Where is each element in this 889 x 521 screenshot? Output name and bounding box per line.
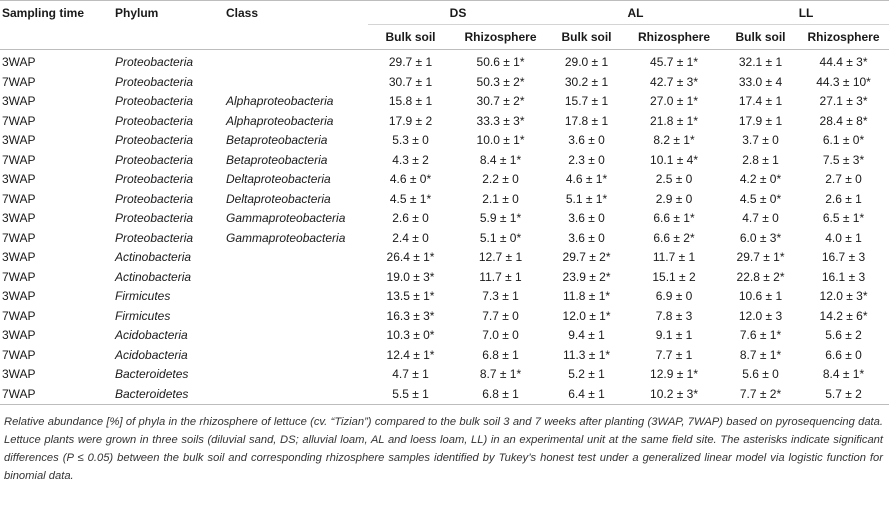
cell-sampling-time: 3WAP bbox=[2, 289, 36, 303]
table-header bbox=[0, 1, 889, 50]
cell-al-rhizosphere: 21.8 ± 1* bbox=[650, 113, 698, 128]
cell-ll-rhizosphere: 44.3 ± 10* bbox=[816, 74, 871, 89]
cell-ds-rhizosphere: 12.7 ± 1 bbox=[478, 250, 523, 264]
cell-sampling-time: 7WAP bbox=[2, 74, 36, 89]
header-ll-rhizosphere: Rhizosphere bbox=[798, 25, 889, 50]
cell-ds-rhizosphere: 7.0 ± 0 bbox=[482, 328, 519, 342]
cell-ds-bulk-soil: 2.4 ± 0 bbox=[392, 230, 429, 245]
cell-ll-rhizosphere: 16.7 ± 3 bbox=[821, 250, 866, 264]
cell-ll-rhizosphere: 8.4 ± 1* bbox=[822, 367, 865, 381]
cell-al-rhizosphere: 11.7 ± 1 bbox=[652, 250, 696, 264]
cell-al-bulk-soil: 12.0 ± 1* bbox=[562, 308, 611, 323]
cell-sampling-time: 3WAP bbox=[2, 367, 36, 381]
cell-ll-bulk-soil: 7.7 ± 2* bbox=[723, 385, 798, 405]
cell-al-bulk-soil: 5.1 ± 1* bbox=[565, 191, 608, 206]
cell-ds-rhizosphere: 50.3 ± 2* bbox=[476, 74, 525, 89]
cell-ds-bulk-soil: 12.4 ± 1* bbox=[386, 347, 435, 362]
table-row bbox=[0, 307, 889, 327]
cell-ll-bulk-soil: 22.8 ± 2* bbox=[736, 269, 785, 284]
cell-ll-rhizosphere: 4.0 ± 1 bbox=[825, 230, 862, 245]
table-row bbox=[0, 229, 889, 249]
cell-al-bulk-soil: 4.6 ± 1* bbox=[565, 172, 608, 186]
cell-phylum: Proteobacteria bbox=[115, 172, 194, 186]
cell-ds-bulk-soil: 4.6 ± 0* bbox=[389, 172, 432, 186]
cell-class bbox=[226, 287, 368, 307]
cell-class bbox=[226, 268, 368, 288]
cell-al-rhizosphere: 2.5 ± 0 bbox=[655, 172, 693, 186]
cell-ll-bulk-soil: 4.7 ± 0 bbox=[742, 211, 779, 225]
cell-phylum: Proteobacteria bbox=[115, 230, 194, 245]
table-row bbox=[0, 170, 889, 190]
cell-phylum: Proteobacteria bbox=[115, 74, 194, 89]
cell-ds-rhizosphere: 8.4 ± 1* bbox=[479, 152, 522, 167]
table-row bbox=[0, 131, 889, 151]
cell-sampling-time: 3WAP bbox=[2, 172, 36, 186]
table-row bbox=[0, 151, 889, 171]
header-ds-rhizosphere: Rhizosphere bbox=[453, 25, 548, 50]
cell-al-bulk-soil: 2.3 ± 0 bbox=[568, 152, 605, 167]
header-al-bulk-soil: Bulk soil bbox=[548, 25, 625, 50]
table-row bbox=[0, 209, 889, 229]
cell-class: Gammaproteobacteria bbox=[226, 211, 346, 225]
cell-sampling-time: 7WAP bbox=[0, 385, 115, 405]
cell-phylum: Proteobacteria bbox=[115, 94, 194, 108]
cell-ds-rhizosphere: 50.6 ± 1* bbox=[476, 55, 525, 69]
cell-al-bulk-soil: 5.2 ± 1 bbox=[568, 367, 605, 381]
cell-ll-bulk-soil: 4.2 ± 0* bbox=[739, 172, 782, 186]
cell-ds-rhizosphere: 6.8 ± 1 bbox=[453, 385, 548, 405]
cell-al-rhizosphere: 27.0 ± 1* bbox=[650, 94, 698, 108]
cell-phylum: Proteobacteria bbox=[115, 211, 194, 225]
cell-ll-bulk-soil: 6.0 ± 3* bbox=[739, 230, 782, 245]
cell-ll-bulk-soil: 17.4 ± 1 bbox=[738, 94, 783, 108]
cell-phylum: Bacteroidetes bbox=[115, 385, 226, 405]
cell-phylum: Proteobacteria bbox=[115, 152, 194, 167]
cell-al-rhizosphere: 10.1 ± 4* bbox=[650, 152, 698, 167]
cell-al-bulk-soil: 30.2 ± 1 bbox=[564, 74, 609, 89]
cell-class bbox=[226, 307, 368, 327]
cell-class: Deltaproteobacteria bbox=[226, 191, 331, 206]
cell-phylum: Actinobacteria bbox=[115, 269, 192, 284]
cell-phylum: Proteobacteria bbox=[115, 113, 194, 128]
cell-ll-bulk-soil: 5.6 ± 0 bbox=[742, 367, 779, 381]
cell-ll-bulk-soil: 32.1 ± 1 bbox=[738, 55, 783, 69]
caption-text: Relative abundance [%] of phyla in the rhizosphere of lettuce (cv. “Tizian”) compared to the bulk soil 3 and 7 weeks after planting (3WAP, 7WAP) based on pyrosequencing data. Lettuce plants were grown in three soils (diluvial sand, DS; alluvial loam, AL and loess loam, LL) in an experimental unit at the same field site. The asterisks indicate significant differences (P ≤ 0.05) between the bulk soil and corresponding rhizosphere samples identified by Tukey’s honest test under a generalized linear model via logistic function for binomial data. bbox=[4, 416, 883, 482]
table-row bbox=[0, 73, 889, 93]
cell-ds-rhizosphere: 30.7 ± 2* bbox=[476, 94, 525, 108]
header-ll-bulk-soil: Bulk soil bbox=[723, 25, 798, 50]
cell-ll-rhizosphere: 6.6 ± 0 bbox=[825, 347, 862, 362]
header-group-ll: LL bbox=[723, 1, 889, 25]
cell-ds-bulk-soil: 15.8 ± 1 bbox=[388, 94, 433, 108]
cell-ll-bulk-soil: 17.9 ± 1 bbox=[738, 113, 783, 128]
cell-al-rhizosphere: 45.7 ± 1* bbox=[650, 55, 698, 69]
header-group-ds: DS bbox=[368, 1, 548, 25]
table-row bbox=[0, 248, 889, 268]
cell-phylum: Proteobacteria bbox=[115, 191, 194, 206]
cell-class: Betaproteobacteria bbox=[226, 133, 328, 147]
cell-al-rhizosphere: 15.1 ± 2 bbox=[652, 269, 696, 284]
cell-ll-rhizosphere: 12.0 ± 3* bbox=[819, 289, 868, 303]
table-row bbox=[0, 92, 889, 112]
cell-class: Betaproteobacteria bbox=[226, 152, 328, 167]
cell-al-rhizosphere: 7.8 ± 3 bbox=[655, 308, 693, 323]
cell-phylum: Proteobacteria bbox=[115, 133, 194, 147]
cell-ds-bulk-soil: 2.6 ± 0 bbox=[392, 211, 429, 225]
table-body bbox=[0, 50, 889, 405]
table-row bbox=[0, 112, 889, 132]
table-row bbox=[0, 287, 889, 307]
cell-ll-bulk-soil: 3.7 ± 0 bbox=[742, 133, 779, 147]
cell-phylum: Firmicutes bbox=[115, 289, 171, 303]
cell-ds-bulk-soil: 4.3 ± 2 bbox=[392, 152, 429, 167]
cell-class bbox=[226, 50, 368, 73]
cell-ds-rhizosphere: 8.7 ± 1* bbox=[479, 367, 522, 381]
table-row bbox=[0, 365, 889, 385]
cell-ll-bulk-soil: 33.0 ± 4 bbox=[738, 74, 783, 89]
cell-ll-rhizosphere: 16.1 ± 3 bbox=[821, 269, 866, 284]
header-group-al: AL bbox=[548, 1, 723, 25]
table-row bbox=[0, 385, 889, 405]
cell-ds-bulk-soil: 4.5 ± 1* bbox=[389, 191, 432, 206]
cell-class: Alphaproteobacteria bbox=[226, 94, 334, 108]
cell-al-rhizosphere: 9.1 ± 1 bbox=[655, 328, 693, 342]
cell-ll-rhizosphere: 7.5 ± 3* bbox=[822, 152, 865, 167]
cell-al-rhizosphere: 7.7 ± 1 bbox=[655, 347, 693, 362]
cell-ll-rhizosphere: 44.4 ± 3* bbox=[819, 55, 868, 69]
cell-al-bulk-soil: 11.8 ± 1* bbox=[562, 289, 611, 303]
cell-ds-rhizosphere: 33.3 ± 3* bbox=[476, 113, 525, 128]
cell-sampling-time: 7WAP bbox=[2, 191, 36, 206]
cell-al-bulk-soil: 9.4 ± 1 bbox=[568, 328, 605, 342]
cell-al-rhizosphere: 6.9 ± 0 bbox=[655, 289, 693, 303]
cell-sampling-time: 7WAP bbox=[2, 269, 36, 284]
header-spacer bbox=[115, 25, 226, 50]
cell-ll-rhizosphere: 6.1 ± 0* bbox=[822, 133, 865, 147]
cell-class: Deltaproteobacteria bbox=[226, 172, 331, 186]
cell-al-bulk-soil: 23.9 ± 2* bbox=[562, 269, 611, 284]
cell-ds-rhizosphere: 10.0 ± 1* bbox=[476, 133, 525, 147]
cell-al-rhizosphere: 42.7 ± 3* bbox=[650, 74, 698, 89]
cell-al-bulk-soil: 29.0 ± 1 bbox=[564, 55, 609, 69]
table-row bbox=[0, 268, 889, 288]
cell-ds-bulk-soil: 26.4 ± 1* bbox=[386, 250, 435, 264]
cell-ds-bulk-soil: 13.5 ± 1* bbox=[386, 289, 435, 303]
header-class: Class bbox=[226, 6, 259, 20]
cell-ll-bulk-soil: 2.8 ± 1 bbox=[742, 152, 779, 167]
cell-sampling-time: 7WAP bbox=[2, 113, 36, 128]
cell-ds-rhizosphere: 7.3 ± 1 bbox=[482, 289, 519, 303]
cell-ds-rhizosphere: 5.1 ± 0* bbox=[479, 230, 522, 245]
cell-ll-rhizosphere: 28.4 ± 8* bbox=[819, 113, 868, 128]
table-row bbox=[0, 326, 889, 346]
cell-class: Gammaproteobacteria bbox=[226, 230, 346, 245]
cell-al-bulk-soil: 11.3 ± 1* bbox=[562, 347, 611, 362]
cell-ds-rhizosphere: 7.7 ± 0 bbox=[482, 308, 519, 323]
cell-class bbox=[226, 73, 368, 93]
cell-ll-rhizosphere: 5.6 ± 2 bbox=[825, 328, 862, 342]
cell-ds-rhizosphere: 5.9 ± 1* bbox=[479, 211, 522, 225]
cell-ds-rhizosphere: 2.2 ± 0 bbox=[482, 172, 519, 186]
cell-ll-rhizosphere: 5.7 ± 2 bbox=[798, 385, 889, 405]
header-spacer bbox=[226, 25, 368, 50]
table-row bbox=[0, 346, 889, 366]
cell-phylum: Proteobacteria bbox=[115, 55, 194, 69]
cell-phylum: Actinobacteria bbox=[115, 250, 192, 264]
cell-al-rhizosphere: 12.9 ± 1* bbox=[650, 367, 698, 381]
cell-sampling-time: 7WAP bbox=[2, 230, 36, 245]
cell-al-rhizosphere: 2.9 ± 0 bbox=[655, 191, 693, 206]
header-spacer bbox=[0, 25, 115, 50]
cell-ds-rhizosphere: 6.8 ± 1 bbox=[482, 347, 519, 362]
cell-ds-bulk-soil: 5.3 ± 0 bbox=[392, 133, 429, 147]
cell-sampling-time: 3WAP bbox=[2, 211, 36, 225]
cell-ll-bulk-soil: 7.6 ± 1* bbox=[739, 328, 782, 342]
cell-phylum: Firmicutes bbox=[115, 308, 171, 323]
cell-ll-rhizosphere: 14.2 ± 6* bbox=[819, 308, 868, 323]
cell-ds-bulk-soil: 19.0 ± 3* bbox=[386, 269, 435, 284]
cell-al-rhizosphere: 6.6 ± 2* bbox=[653, 230, 695, 245]
cell-ds-bulk-soil: 17.9 ± 2 bbox=[388, 113, 433, 128]
cell-ll-rhizosphere: 2.7 ± 0 bbox=[825, 172, 862, 186]
cell-ll-bulk-soil: 29.7 ± 1* bbox=[736, 250, 785, 264]
cell-ds-rhizosphere: 11.7 ± 1 bbox=[479, 269, 522, 284]
cell-ll-bulk-soil: 10.6 ± 1 bbox=[738, 289, 783, 303]
cell-sampling-time: 3WAP bbox=[2, 250, 36, 264]
cell-phylum: Acidobacteria bbox=[115, 328, 188, 342]
cell-al-bulk-soil: 29.7 ± 2* bbox=[562, 250, 611, 264]
table-caption bbox=[4, 413, 883, 485]
cell-al-bulk-soil: 15.7 ± 1 bbox=[564, 94, 609, 108]
cell-al-bulk-soil: 3.6 ± 0 bbox=[568, 211, 605, 225]
cell-sampling-time: 7WAP bbox=[2, 347, 36, 362]
cell-ds-bulk-soil: 10.3 ± 0* bbox=[386, 328, 435, 342]
header-sampling-time: Sampling time bbox=[2, 6, 85, 20]
cell-ds-bulk-soil: 5.5 ± 1 bbox=[368, 385, 453, 405]
cell-al-bulk-soil: 3.6 ± 0 bbox=[568, 230, 605, 245]
cell-ds-bulk-soil: 16.3 ± 3* bbox=[386, 308, 435, 323]
cell-class bbox=[226, 326, 368, 346]
cell-ll-rhizosphere: 2.6 ± 1 bbox=[825, 191, 862, 206]
cell-ll-rhizosphere: 27.1 ± 3* bbox=[819, 94, 868, 108]
cell-ds-bulk-soil: 30.7 ± 1 bbox=[388, 74, 433, 89]
cell-al-bulk-soil: 6.4 ± 1 bbox=[548, 385, 625, 405]
cell-ll-bulk-soil: 12.0 ± 3 bbox=[738, 308, 783, 323]
cell-sampling-time: 3WAP bbox=[2, 328, 36, 342]
cell-ds-bulk-soil: 29.7 ± 1 bbox=[388, 55, 433, 69]
cell-al-bulk-soil: 17.8 ± 1 bbox=[564, 113, 609, 128]
cell-sampling-time: 3WAP bbox=[2, 94, 36, 108]
cell-sampling-time: 3WAP bbox=[2, 133, 36, 147]
header-row-groups bbox=[0, 1, 889, 25]
cell-al-rhizosphere: 10.2 ± 3* bbox=[625, 385, 723, 405]
cell-phylum: Acidobacteria bbox=[115, 347, 188, 362]
table-row bbox=[0, 50, 889, 73]
cell-ll-bulk-soil: 8.7 ± 1* bbox=[739, 347, 782, 362]
cell-class bbox=[226, 346, 368, 366]
cell-al-bulk-soil: 3.6 ± 0 bbox=[568, 133, 605, 147]
cell-class bbox=[226, 385, 368, 405]
header-ds-bulk-soil: Bulk soil bbox=[368, 25, 453, 50]
header-phylum: Phylum bbox=[115, 6, 159, 20]
cell-ds-bulk-soil: 4.7 ± 1 bbox=[392, 367, 429, 381]
cell-sampling-time: 7WAP bbox=[2, 308, 36, 323]
cell-phylum: Bacteroidetes bbox=[115, 367, 189, 381]
cell-class: Alphaproteobacteria bbox=[226, 113, 334, 128]
cell-sampling-time: 3WAP bbox=[2, 55, 36, 69]
header-al-rhizosphere: Rhizosphere bbox=[625, 25, 723, 50]
cell-class bbox=[226, 365, 368, 385]
header-row-sub bbox=[0, 25, 889, 50]
cell-al-rhizosphere: 8.2 ± 1* bbox=[653, 133, 695, 147]
cell-ll-rhizosphere: 6.5 ± 1* bbox=[822, 211, 865, 225]
cell-sampling-time: 7WAP bbox=[2, 152, 36, 167]
cell-ll-bulk-soil: 4.5 ± 0* bbox=[739, 191, 782, 206]
cell-ds-rhizosphere: 2.1 ± 0 bbox=[482, 191, 519, 206]
table-row bbox=[0, 190, 889, 210]
cell-class bbox=[226, 248, 368, 268]
cell-al-rhizosphere: 6.6 ± 1* bbox=[653, 211, 695, 225]
